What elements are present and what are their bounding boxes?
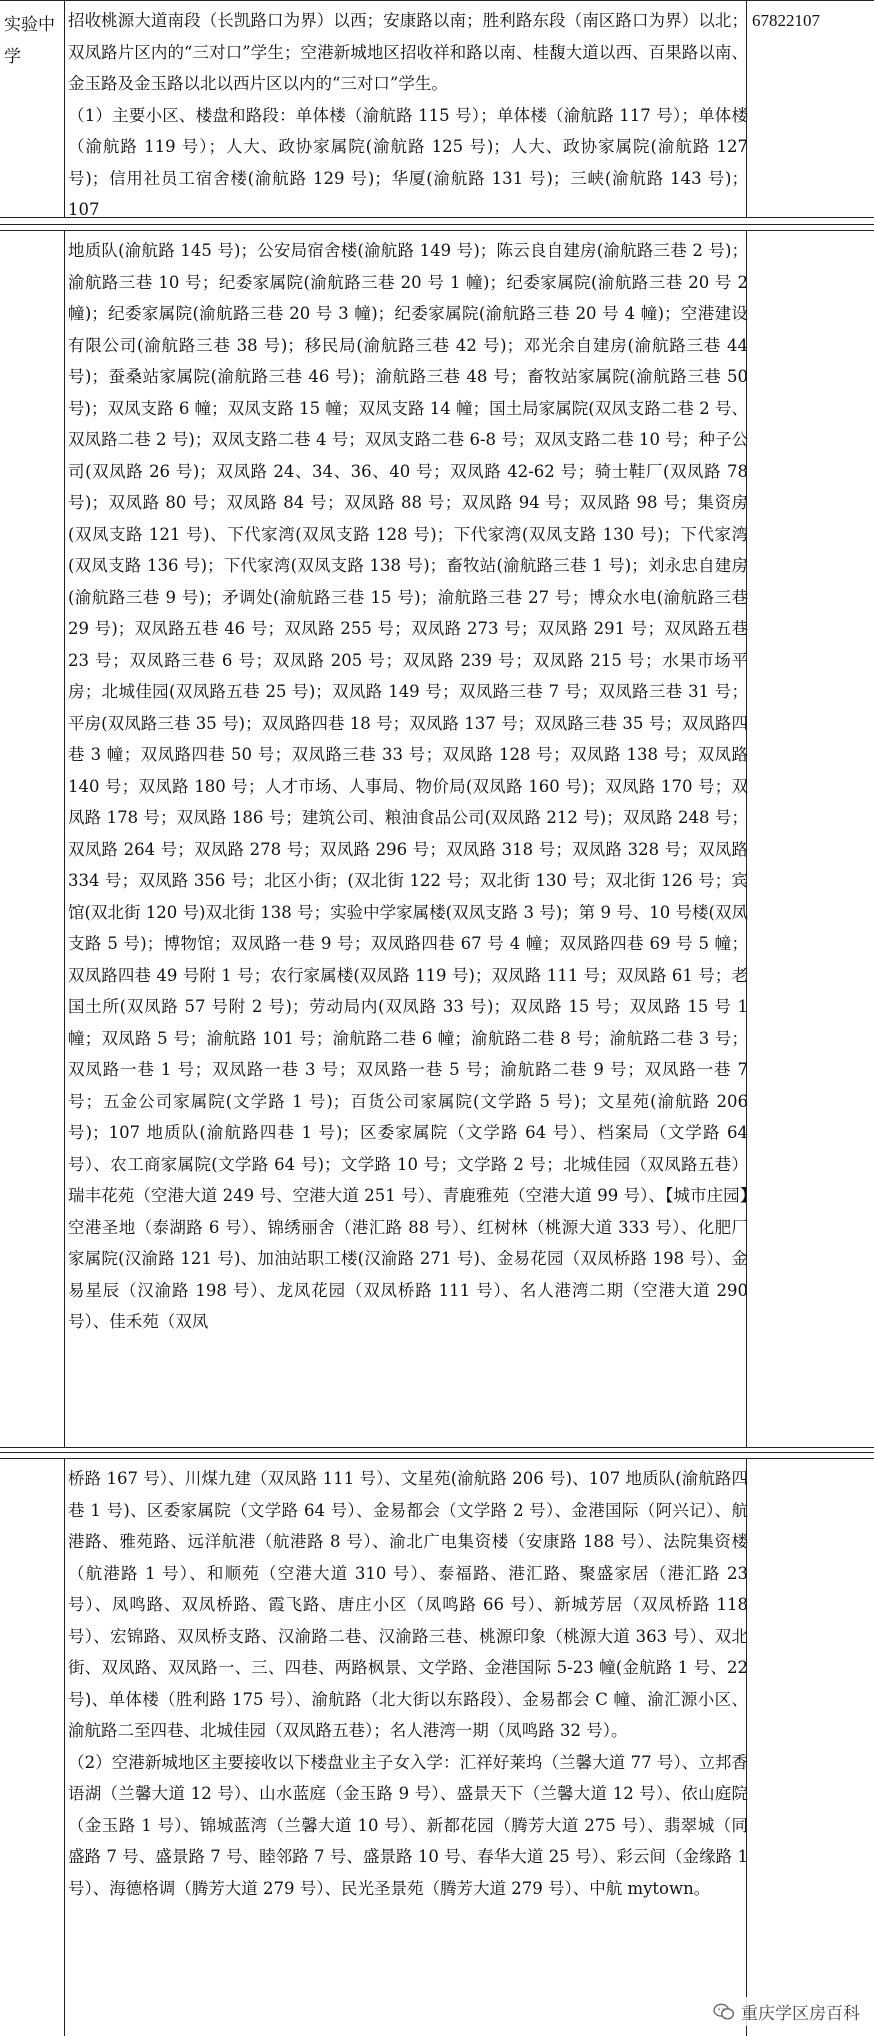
table-segment-2 (0, 230, 874, 1448)
table-segment-3 (0, 1458, 874, 2036)
watermark-text: 重庆学区房百科 (741, 2004, 860, 2024)
zone-description-part-2: 地质队(渝航路 145 号)；公安局宿舍楼(渝航路 149 号)；陈云良自建房(渝航路三巷 2 号)；渝航路三巷 10 号；纪委家属院(渝航路三巷 20 号 1 幢)；纪委家属院(渝航路三巷 20 号 2 幢)；纪委家属院(渝航路三巷 20 号 3 幢)；纪委家属院(渝航路三巷 20 号 4 幢)；空港建设有限公司(渝航路三巷 38 号)；移民局(渝航路三巷 42 号)；邓光余自建房(渝航路三巷 44 号)；蚕桑站家属院(渝航路三巷 46 号)；渝航路三巷 48 号；畜牧站家属院(渝航路三巷 50 号)；双凤支路 6 幢；双凤支路 15 幢；双凤支路 14 幢；国土局家属院(双凤支路二巷 2 号、双凤路二巷 2 号)；双凤支路二巷 4 号；双凤支路二巷 6-8 号；双凤支路二巷 10 号；种子公司(双凤路 26 号)；双凤路 24、34、36、40 号；双凤路 42-62 号；骑士鞋厂(双凤路 78 号)；双凤路 80 号；双凤路 84 号；双凤路 88 号；双凤路 94 号；双凤路 98 号；集资房(双凤支路 121 号)、下代家湾(双凤支路 128 号)；下代家湾(双凤支路 130 号)；下代家湾(双凤支路 136 号)；下代家湾(双凤支路 138 号)；畜牧站(渝航路三巷 1 号)；刘永忠自建房(渝航路三巷 9 号)；矛调处(渝航路三巷 15 号)；渝航路三巷 27 号；博众水电(渝航路三巷 29 号)；双凤路五巷 46 号；双凤路 255 号；双凤路 273 号；双凤路 291 号；双凤路五巷 23 号；双凤路三巷 6 号；双凤路 205 号；双凤路 239 号；双凤路 215 号；水果市场平房；北城佳园(双凤路五巷 25 号)；双凤路 149 号；双凤路三巷 7 号；双凤路三巷 31 号；平房(双凤路三巷 35 号)；双凤路四巷 18 号；双凤路 137 号；双凤路三巷 35 号；双凤路四巷 3 幢；双凤路四巷 50 号；双凤路三巷 33 号；双凤路 128 号；双凤路 138 号；双凤路 140 号；双凤路 180 号；人才市场、人事局、物价局(双凤路 160 号)；双凤路 170 号；双凤路 178 号；双凤路 186 号；建筑公司、粮油食品公司(双凤路 212 号)；双凤路 248 号；双凤路 264 号；双凤路 278 号；双凤路 296 号；双凤路 318 号；双凤路 328 号；双凤路 334 号；双凤路 356 号；北区小街；(双北街 122 号；双北街 130 号；双北街 126 号；宾馆(双北街 120 号)双北街 138 号；实验中学家属楼(双凤支路 3 号)；第 9 号、10 号楼(双凤支路 5 号)；博物馆；双凤路一巷 9 号；双凤路四巷 67 号 4 幢；双凤路四巷 69 号 5 幢；双凤路四巷 49 号附 1 号；农行家属楼(双凤路 119 号)；双凤路 111 号；双凤路 61 号；老国土所(双凤路 57 号附 2 号)；劳动局内(双凤路 33 号)；双凤路 15 号；双凤路 15 号 1 幢；双凤路 5 号；渝航路 101 号；渝航路二巷 6 幢；渝航路二巷 8 号；渝航路二巷 3 号；双凤路一巷 1 号；双凤路一巷 3 号；双凤路一巷 5 号；渝航路二巷 9 号；双凤路一巷 7 号；五金公司家属院(文学路 1 号)；百货公司家属院(文学路 5 号)；文星苑(渝航路 206 号)；107 地质队(渝航路四巷 1 号)；区委家属院（文学路 64 号）、档案局（文学路 64 号）、农工商家属院(文学路 64 号)；文学路 10 号；文学路 2 号；北城佳园（双凤路五巷）瑞丰花苑（空港大道 249 号、空港大道 251 号）、青鹿雅苑（空港大道 99 号）、【城市庄园】空港圣地（泰湖路 6 号）、锦绣丽舍（港汇路 88 号）、红树林（桃源大道 333 号）、化肥厂家属院(汉渝路 121 号)、加油站职工楼(汉渝路 271 号)、金易花园（双凤桥路 198 号）、金易星辰（汉渝路 198 号）、龙凤花园（双凤桥路 111 号）、名人港湾二期（空港大道 290 号）、佳禾苑（双凤 (68, 241, 748, 1331)
divider (64, 1459, 65, 2036)
wechat-icon (713, 2003, 735, 2021)
phone-number: 67822107 (752, 11, 820, 30)
divider (64, 1, 65, 217)
divider (64, 231, 65, 1447)
zone-description-part-3: 桥路 167 号）、川煤九建（双凤路 111 号）、文星苑(渝航路 206 号)、107 地质队(渝航路四巷 1 号)、区委家属院（文学路 64 号）、金易都会（文学路 2 号）、金港国际（阿兴记）、航港路、雅苑路、远洋航港（航港路 8 号）、渝北广电集资楼（安康路 188 号）、法院集资楼（航港路 1 号）、和顺苑（空港大道 310 号）、泰福路、港汇路、聚盛家居（港汇路 23 号）、凤鸣路、双凤桥路、霞飞路、唐庄小区（凤鸣路 66 号）、新城芳居（双凤桥路 118 号）、宏锦路、双凤桥支路、汉渝路二巷、汉渝路三巷、桃源印象（桃源大道 363 号）、双北街、双凤路、双凤路一、三、四巷、两路枫景、文学路、金港国际 5-23 幢(金航路 1 号、22 号)、单体楼（胜利路 175 号）、渝航路（北大街以东路段）、金易都会 C 幢、渝汇源小区、渝航路二至四巷、北城佳园（双凤路五巷）；名人港湾一期（凤鸣路 32 号）。 （2）空港新城地区主要接收以下楼盘业主子女入学：汇祥好莱坞（兰馨大道 77 号）、立邦香语湖（兰馨大道 12 号）、山水蓝庭（金玉路 9 号）、盛景天下（兰馨大道 12 号）、依山庭院（金玉路 1 号）、锦城蓝湾（兰馨大道 10 号）、新都花园（腾芳大道 275 号）、翡翠城（同盛路 7 号、盛景路 7 号、睦邻路 7 号、盛景路 10 号、春华大道 25 号）、彩云间（金缘路 1 号）、海德格调（腾芳大道 279 号）、民光圣景苑（腾芳大道 279 号）、中航 mytown。 (68, 1469, 748, 1898)
watermark (709, 1997, 864, 2026)
table-segment-1 (0, 0, 874, 218)
school-name: 实验中学 (4, 15, 55, 67)
zone-description-part-1: 招收桃源大道南段（长凯路口为界）以西；安康路以南；胜利路东段（南区路口为界）以北；双凤路片区内的“三对口”学生；空港新城地区招收祥和路以南、桂馥大道以西、百果路以南、金玉路及金玉路以北以西片区以内的“三对口”学生。 （1）主要小区、楼盘和路段：单体楼（渝航路 115 号）；单体楼（渝航路 117 号）；单体楼（渝航路 119 号）；人大、政协家属院(渝航路 125 号)；人大、政协家属院(渝航路 127 号)；信用社员工宿舍楼(渝航路 129 号)；华厦(渝航路 131 号)；三峡(渝航路 143 号)；107 (68, 11, 748, 219)
